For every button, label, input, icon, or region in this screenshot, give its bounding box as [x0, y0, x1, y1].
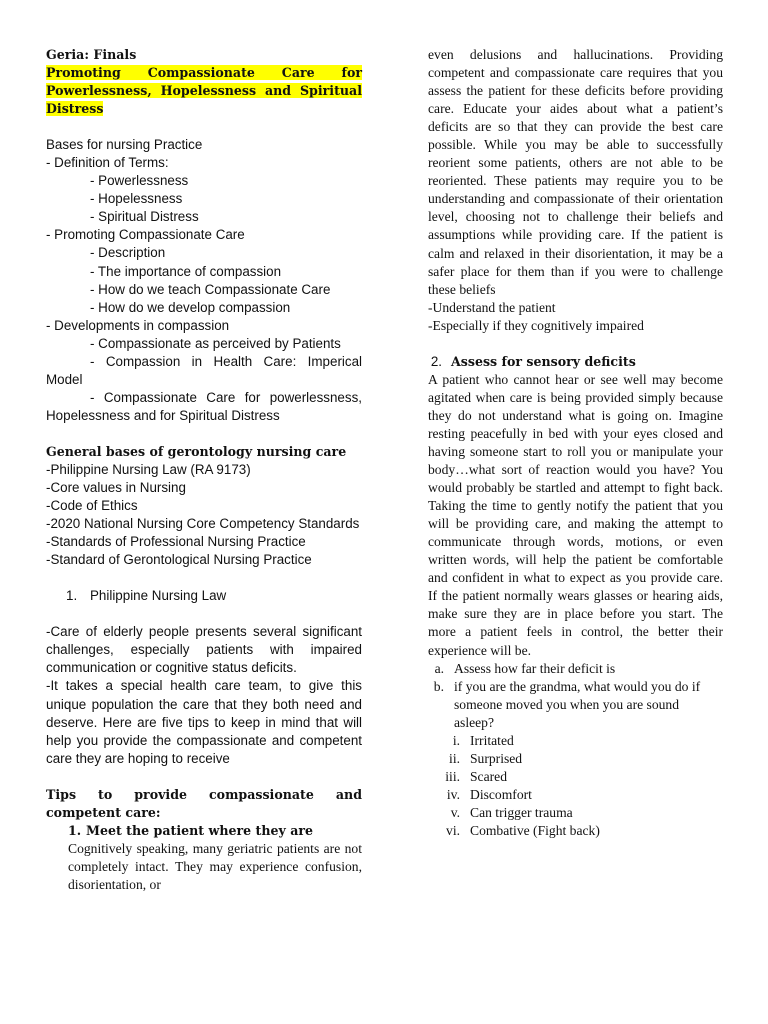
document-title-highlight: Promoting Compassionate Care for Powerlessness, Hopelessness and Spiritual Distress	[46, 65, 362, 117]
list-item-text: Assess how far their deficit is	[454, 660, 616, 676]
tip-1-heading	[46, 822, 362, 840]
list-item-text: Can trigger trauma	[470, 804, 573, 820]
list-item-label: v.	[450, 804, 460, 820]
general-bases-heading: General bases of gerontology nursing care	[46, 443, 347, 459]
tip-1-number: 1.	[68, 822, 82, 838]
general-bases-item: -Philippine Nursing Law (RA 9173)	[46, 461, 251, 477]
list-item-label: iv.	[446, 786, 460, 802]
general-bases-item: -Standard of Gerontological Nursing Practice	[46, 552, 312, 568]
note-cognitively-impaired: -Especially if they cognitively impaired	[428, 317, 644, 333]
left-column	[46, 46, 362, 894]
outline-definition-item: - Spiritual Distress	[90, 209, 199, 225]
law-title: Philippine Nursing Law	[90, 588, 227, 604]
tip-1-text-continued: even delusions and hallucinations. Providing competent and compassionate care requires that you assess the patient for these deficits before providing care. Educate your aides about what a patient’s deficits are so that they can provide the best care possible. While you may be able to successfully reorient some patients, others are not able to be reoriented. These patients may require you to be understanding and compassionate of their orientation level, choosing not to challenge their beliefs and assumptions while providing care. If the patient is calm and relaxed in their disorientation, it may be a safer place for them than if you were to challenge these beliefs	[428, 47, 723, 297]
outline-developments: - Developments in compassion	[46, 317, 230, 333]
outline-definition-item: - Hopelessness	[90, 191, 183, 207]
list-item	[428, 678, 723, 732]
list-item-text: Scared	[470, 768, 507, 784]
document-title	[46, 64, 362, 118]
outline-development-item: - Compassionate as perceived by Patients	[90, 335, 341, 351]
paragraph-health-team: -It takes a special health care team, to give this unique population the care that they both need and deserve. Here are five tips to keep in mind that will help you provide the compassionate and competent care they are hoping to receive	[46, 678, 362, 766]
list-item-text: Surprised	[470, 750, 523, 766]
outline-definition-item: - Powerlessness	[90, 173, 189, 189]
outline-promoting-item: - Description	[90, 245, 166, 261]
list-item-label: vi.	[446, 822, 460, 838]
bases-heading: Bases for nursing Practice	[46, 137, 203, 153]
course-title: Geria: Finals	[46, 47, 137, 62]
outline-promoting-item: - How do we develop compassion	[90, 299, 291, 315]
list-item-text: Discomfort	[470, 786, 532, 802]
list-item	[428, 732, 723, 750]
list-item-text: Irritated	[470, 732, 514, 748]
paragraph-elderly-care: -Care of elderly people presents several significant challenges, especially patients with impaired communication or cognitive status deficits.	[46, 624, 362, 676]
list-item-text: if you are the grandma, what would you do if someone moved you when you are sound asleep?	[454, 678, 701, 730]
tip-2-title: Assess for sensory deficits	[451, 353, 636, 369]
list-item-label: b.	[433, 678, 444, 694]
list-item-label: iii.	[445, 768, 460, 784]
list-item	[428, 822, 723, 840]
general-bases-item: -Core values in Nursing	[46, 480, 186, 496]
right-column	[428, 46, 723, 840]
tip-1-title: Meet the patient where they are	[86, 822, 314, 838]
law-heading	[46, 587, 362, 605]
outline-development-item: - Compassion in Health Care: Imperical Model	[46, 353, 362, 387]
general-bases-item: -Standards of Professional Nursing Practice	[46, 534, 306, 550]
outline-promoting: - Promoting Compassionate Care	[46, 227, 245, 243]
tip-2-heading	[428, 353, 723, 371]
tip-2-number: 2.	[430, 353, 442, 369]
tip-1-text-start: Cognitively speaking, many geriatric patients are not completely intact. They may experience confusion, disorientation, or	[68, 840, 362, 892]
outline-promoting-item: - The importance of compassion	[90, 263, 282, 279]
tips-heading: Tips to provide compassionate and competent care:	[46, 786, 362, 820]
list-item	[428, 660, 723, 678]
outline-promoting-item: - How do we teach Compassionate Care	[90, 281, 331, 297]
list-item	[428, 786, 723, 804]
note-understand-patient: -Understand the patient	[428, 299, 556, 315]
general-bases-item: -Code of Ethics	[46, 498, 138, 514]
list-item	[428, 768, 723, 786]
list-item	[428, 750, 723, 768]
tip-2-text: A patient who cannot hear or see well may become agitated when care is being provided simply because they do not understand what is going on. Imagine resting peacefully in bed with your eyes closed and having someone start to roll you or manipulate your body…what sort of reaction would you have? You would probably be startled and attempt to fight back. Taking the time to gently notify the patient that you will be providing care, and making the attempt to communicate through words, motions, or even written words, will help the patient be comfortable and confident in what to expect as you provide care. If the patient normally wears glasses or hearing aids, make sure they are in place before you start. The more a patient feels in control, the better their experience will be.	[428, 371, 723, 658]
list-item-label: a.	[434, 660, 444, 676]
list-item-label: i.	[452, 732, 460, 748]
list-item	[428, 804, 723, 822]
general-bases-item: -2020 National Nursing Core Competency Standards	[46, 516, 360, 532]
list-item-text: Combative (Fight back)	[470, 822, 600, 838]
law-number: 1.	[66, 588, 78, 604]
outline-definition: - Definition of Terms:	[46, 155, 169, 171]
list-item-label: ii.	[449, 750, 460, 766]
outline-development-item: - Compassionate Care for powerlessness, Hopelessness and for Spiritual Distress	[46, 389, 362, 423]
